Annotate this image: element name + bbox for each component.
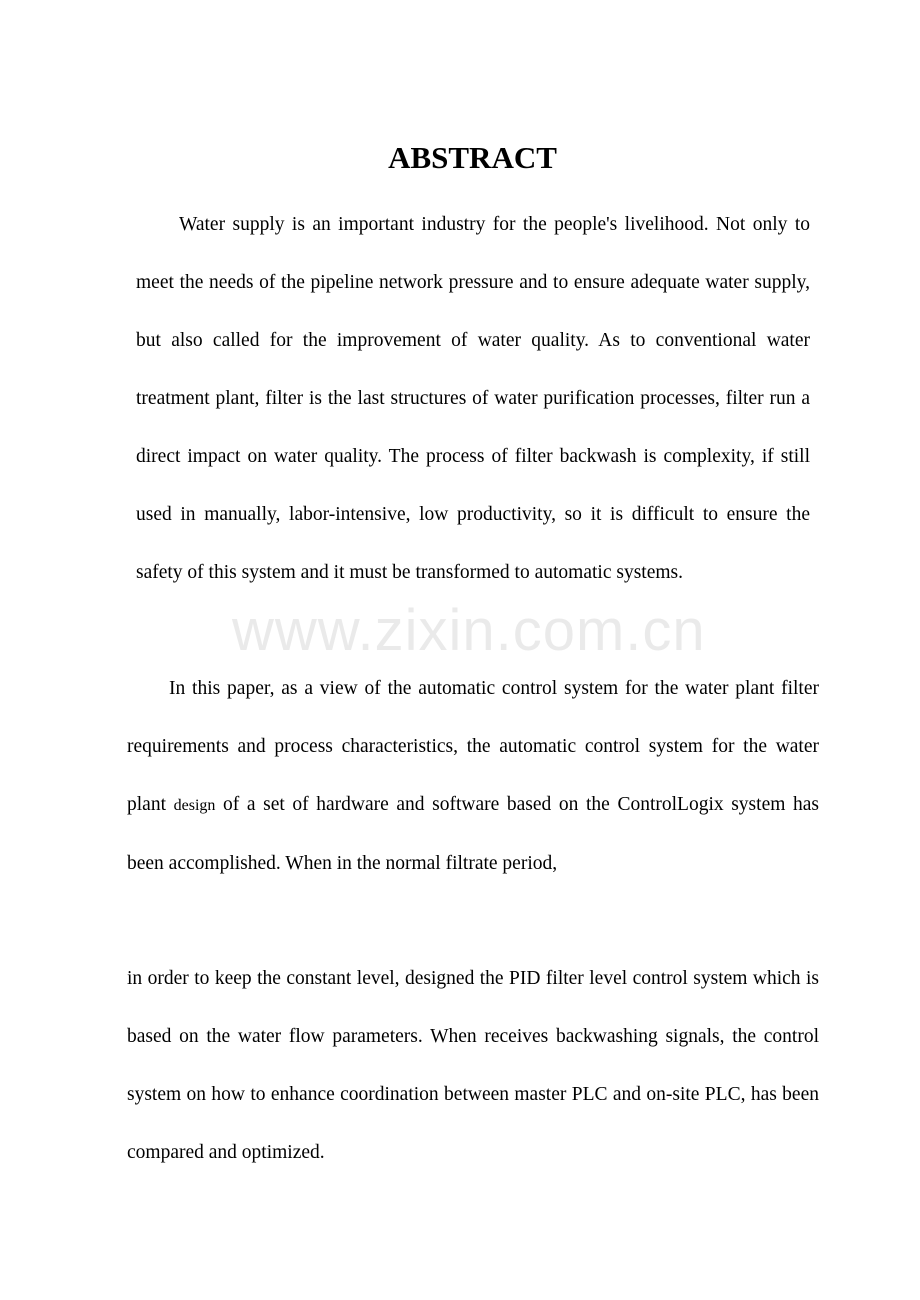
- page-title: ABSTRACT: [388, 140, 557, 175]
- paragraph-2-text-end: of a set of hardware and software based on the ControlLogix system has been accomplished. When in the normal filtrate period,: [127, 794, 819, 874]
- paragraph-2-text-start: In this paper, as a view of the automatic control system for the water plant filter requirements and process characteristics, the automatic control system for the water plant: [127, 678, 819, 815]
- paragraph-2-small-word: design: [173, 797, 216, 814]
- watermark-text: www.zixin.com.cn: [232, 598, 706, 663]
- abstract-paragraph-3: in order to keep the constant level, designed the PID filter level control system which is based on the water flow parameters. When receives backwashing signals, the control system on how to enhance coordination between master PLC and on-site PLC, has been compared and optimized.: [127, 968, 819, 1163]
- abstract-paragraph-1: Water supply is an important industry for the people's livelihood. Not only to meet the needs of the pipeline network pressure and to ensure adequate water supply, but also called for the improvement of water quality. As to conventional water treatment plant, filter is the last structures of water purification processes, filter run a direct impact on water quality. The process of filter backwash is complexity, if still used in manually, labor-intensive, low productivity, so it is difficult to ensure the safety of this system and it must be transformed to automatic systems.: [136, 214, 810, 583]
- abstract-paragraph-2: [127, 660, 819, 893]
